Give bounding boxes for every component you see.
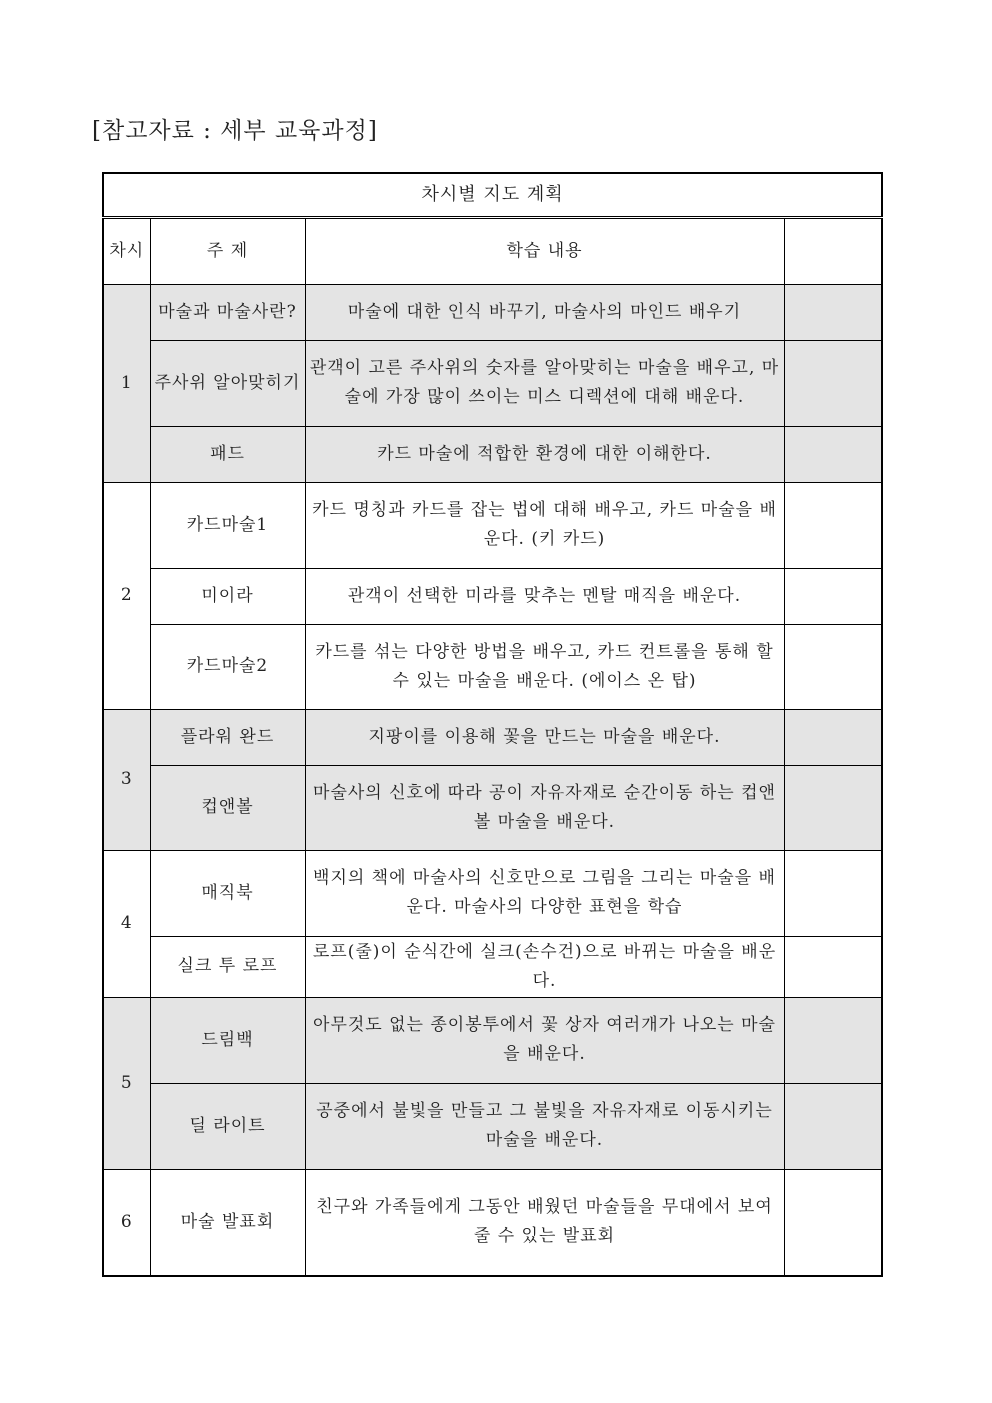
topic-cell: 드림백	[150, 997, 305, 1083]
topic-cell: 마술과 마술사란?	[150, 284, 305, 340]
topic-cell: 플라워 완드	[150, 709, 305, 765]
header-empty	[784, 217, 882, 284]
session-number: 2	[103, 482, 150, 709]
header-topic: 주 제	[150, 217, 305, 284]
empty-cell	[784, 765, 882, 850]
empty-cell	[784, 482, 882, 568]
session-number: 4	[103, 850, 150, 997]
content-cell: 마술사의 신호에 따라 공이 자유자재로 순간이동 하는 컵앤볼 마술을 배운다.	[305, 765, 784, 850]
content-cell: 카드를 섞는 다양한 방법을 배우고, 카드 컨트롤을 통해 할 수 있는 마술을 배운다. (에이스 온 탑)	[305, 624, 784, 709]
topic-cell: 매직북	[150, 850, 305, 936]
content-cell: 공중에서 불빛을 만들고 그 불빛을 자유자재로 이동시키는 마술을 배운다.	[305, 1083, 784, 1169]
content-cell: 지팡이를 이용해 꽃을 만드는 마술을 배운다.	[305, 709, 784, 765]
content-cell: 친구와 가족들에게 그동안 배웠던 마술들을 무대에서 보여줄 수 있는 발표회	[305, 1169, 784, 1276]
topic-cell: 패드	[150, 426, 305, 482]
empty-cell	[784, 340, 882, 426]
content-cell: 마술에 대한 인식 바꾸기, 마술사의 마인드 배우기	[305, 284, 784, 340]
content-cell: 카드 마술에 적합한 환경에 대한 이해한다.	[305, 426, 784, 482]
empty-cell	[784, 624, 882, 709]
empty-cell	[784, 1083, 882, 1169]
content-cell: 백지의 책에 마술사의 신호만으로 그림을 그리는 마술을 배운다. 마술사의 다양한 표현을 학습	[305, 850, 784, 936]
session-number: 6	[103, 1169, 150, 1276]
topic-cell: 컵앤볼	[150, 765, 305, 850]
content-cell: 관객이 선택한 미라를 맞추는 멘탈 매직을 배운다.	[305, 568, 784, 624]
topic-cell: 미이라	[150, 568, 305, 624]
content-cell: 카드 명칭과 카드를 잡는 법에 대해 배우고, 카드 마술을 배운다. (키 카드)	[305, 482, 784, 568]
empty-cell	[784, 284, 882, 340]
content-cell: 관객이 고른 주사위의 숫자를 알아맞히는 마술을 배우고, 마술에 가장 많이 쓰이는 미스 디렉션에 대해 배운다.	[305, 340, 784, 426]
session-number: 5	[103, 997, 150, 1169]
empty-cell	[784, 709, 882, 765]
empty-cell	[784, 1169, 882, 1276]
table-caption: 차시별 지도 계획	[103, 173, 882, 217]
empty-cell	[784, 936, 882, 997]
document-title: [참고자료 : 세부 교육과정]	[92, 118, 378, 144]
header-content: 학습 내용	[305, 217, 784, 284]
lesson-plan-table	[102, 172, 883, 1277]
topic-cell: 딜 라이트	[150, 1083, 305, 1169]
session-number: 1	[103, 284, 150, 482]
empty-cell	[784, 850, 882, 936]
topic-cell: 카드마술1	[150, 482, 305, 568]
topic-cell: 카드마술2	[150, 624, 305, 709]
empty-cell	[784, 426, 882, 482]
content-cell: 아무것도 없는 종이봉투에서 꽃 상자 여러개가 나오는 마술을 배운다.	[305, 997, 784, 1083]
topic-cell: 주사위 알아맞히기	[150, 340, 305, 426]
content-cell: 로프(줄)이 순식간에 실크(손수건)으로 바뀌는 마술을 배운다.	[305, 936, 784, 997]
empty-cell	[784, 568, 882, 624]
empty-cell	[784, 997, 882, 1083]
session-number: 3	[103, 709, 150, 850]
header-session: 차시	[103, 217, 150, 284]
topic-cell: 마술 발표회	[150, 1169, 305, 1276]
topic-cell: 실크 투 로프	[150, 936, 305, 997]
